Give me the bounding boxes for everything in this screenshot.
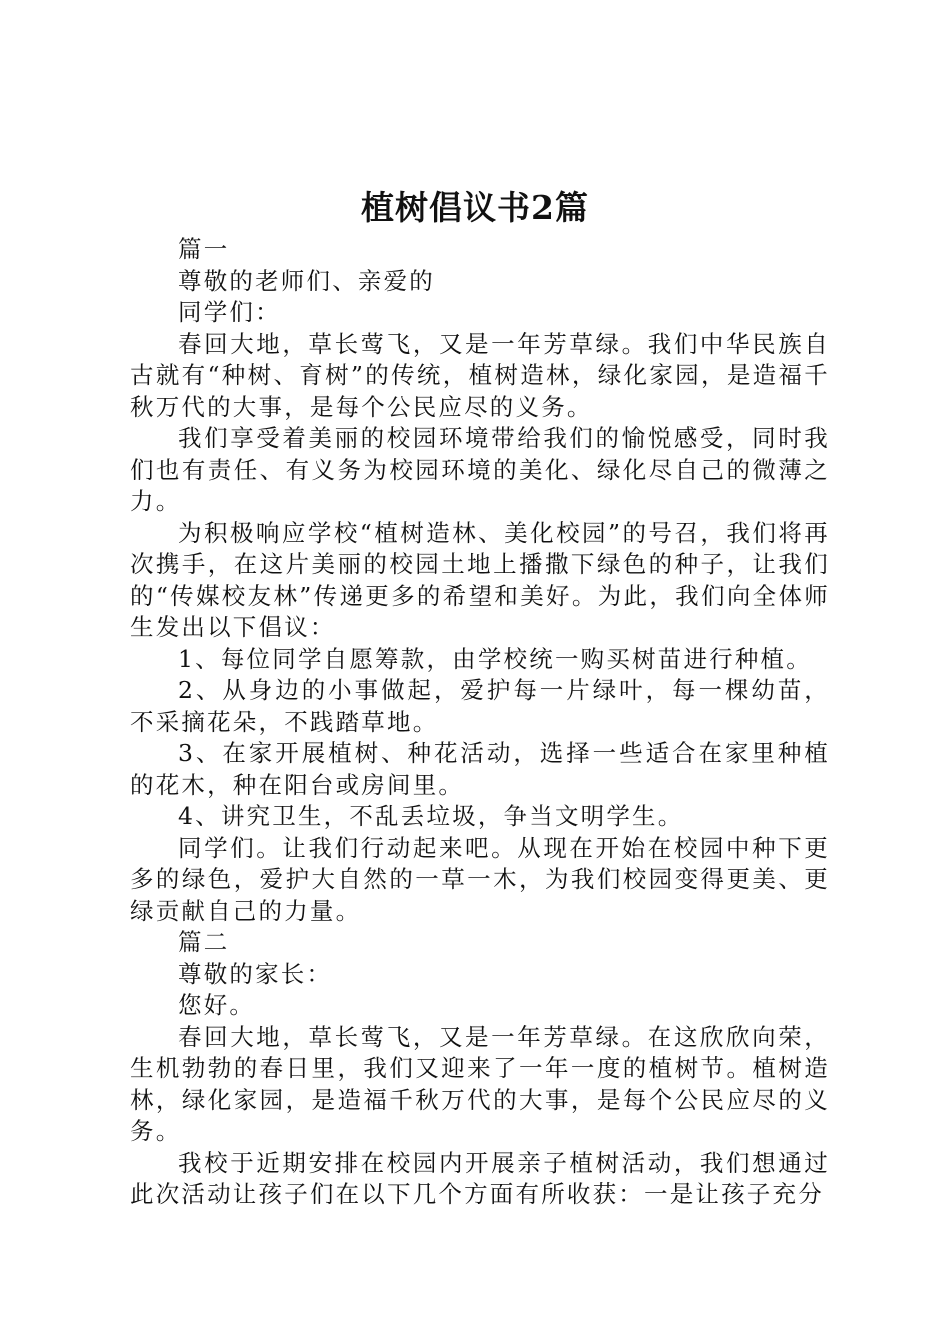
- salutation-line: 尊敬的家长：: [178, 959, 333, 988]
- body-paragraph: 我校于近期安排在校园内开展亲子植树活动，我们想通过此次活动让孩子们在以下几个方面有所收获：一是让孩子充分: [130, 1148, 830, 1208]
- greeting-line: 您好。: [178, 991, 256, 1019]
- proposal-item-3: 3、在家开展植树、种花活动，选择一些适合在家里种植的花木，种在阳台或房间里。: [130, 739, 830, 799]
- document-body: [130, 234, 830, 1211]
- body-paragraph: 春回大地，草长莺飞，又是一年芳草绿。在这欣欣向荣，生机勃勃的春日里，我们又迎来了一年一度的植树节。植树造林，绿化家园，是造福千秋万代的大事，是每个公民应尽的义务。: [130, 1022, 830, 1145]
- body-paragraph: 同学们。让我们行动起来吧。从现在开始在校园中种下更多的绿色，爱护大自然的一草一木，为我们校园变得更美、更绿贡献自己的力量。: [130, 833, 830, 925]
- salutation-line-2: 同学们：: [178, 298, 281, 326]
- salutation-line-1: 尊敬的老师们、亲爱的: [178, 266, 435, 295]
- proposal-item-1: 1、每位同学自愿筹款，由学校统一购买树苗进行种植。: [178, 644, 812, 673]
- section-heading-1: 篇一: [178, 235, 230, 263]
- proposal-item-2: 2、从身边的小事做起，爱护每一片绿叶，每一棵幼苗，不采摘花朵，不践踏草地。: [130, 676, 830, 736]
- section-heading-2: 篇二: [178, 928, 230, 956]
- body-paragraph: 为积极响应学校“植树造林、美化校园”的号召，我们将再次携手，在这片美丽的校园土地上播撒下绿色的种子，让我们的“传媒校友林”传递更多的希望和美好。为此，我们向全体师生发出以下倡议：: [130, 518, 830, 641]
- proposal-item-4: 4、讲究卫生，不乱丢垃圾，争当文明学生。: [178, 802, 684, 830]
- body-paragraph: 我们享受着美丽的校园环境带给我们的愉悦感受，同时我们也有责任、有义务为校园环境的美化、绿化尽自己的微薄之力。: [130, 424, 830, 515]
- document-title: 植树倡议书2篇: [361, 188, 589, 227]
- body-paragraph: 春回大地，草长莺飞，又是一年芳草绿。我们中华民族自古就有“种树、育树”的传统，植树造林，绿化家园，是造福千秋万代的大事，是每个公民应尽的义务。: [130, 329, 830, 421]
